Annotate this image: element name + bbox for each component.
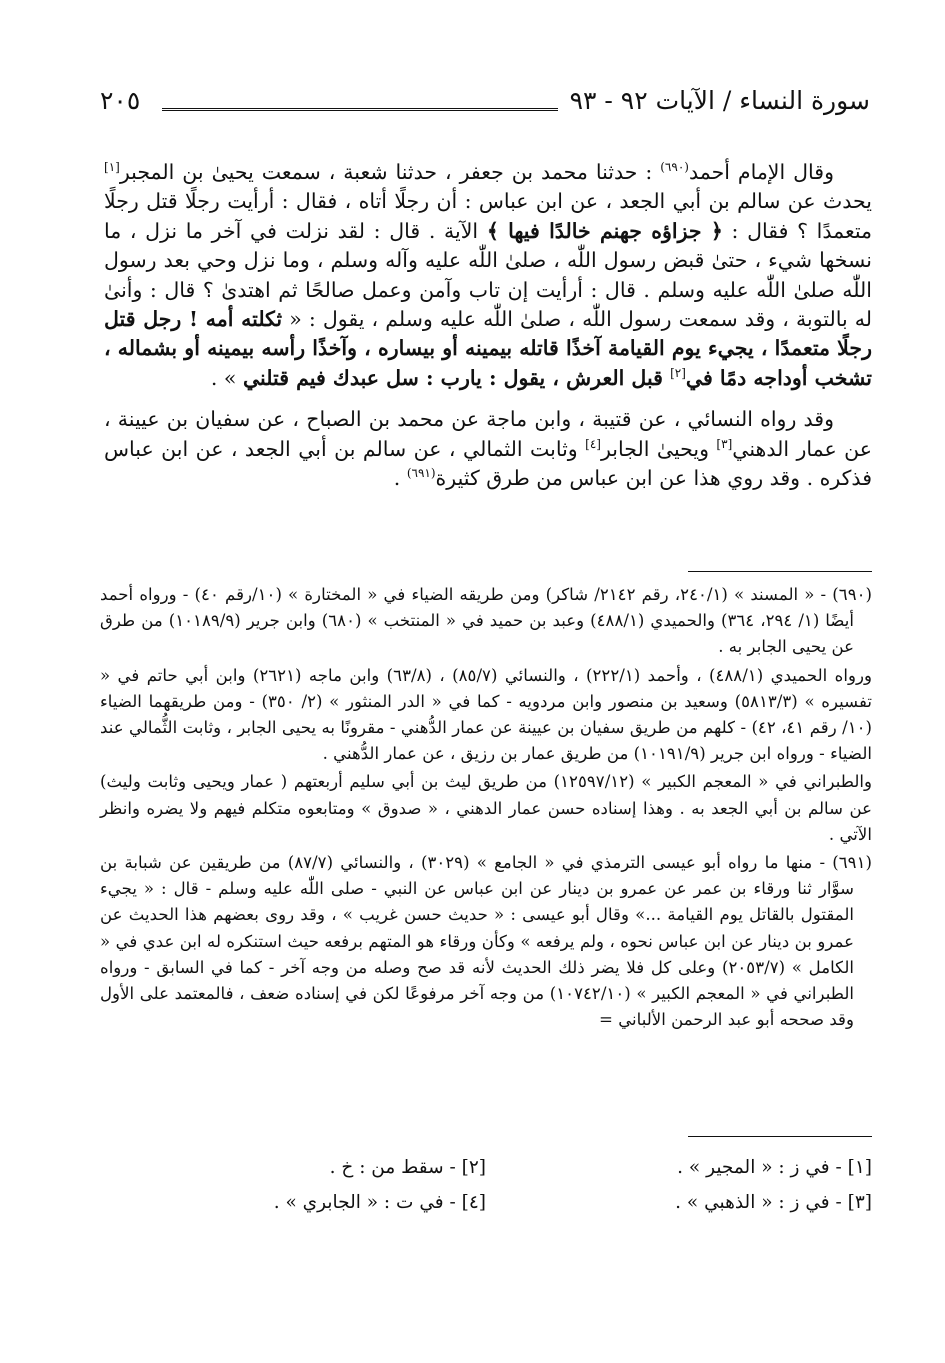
paragraph-gap [104, 393, 872, 405]
variant-2: [٢] - سقط من : خ . [329, 1157, 486, 1178]
footnotes [100, 582, 872, 1035]
variant-ref-3: [٣] [716, 436, 733, 451]
text-span: وقد رواه النسائي ، عن قتيبة ، وابن ماجة عن محمد بن الصباح ، عن سفيان بن عيينة ، عن عمار الدهني [104, 407, 872, 461]
hadith-text-1: ثكلته أمه ! رجل قتل رجلًا متعمدًا ، يجيء يوم القيامة آخذًا قاتله بيمينه أو بيساره ، وآخذًا رأسه بيمينه أو بشماله ، تشخب أوداجه دمًا في [104, 307, 872, 390]
footnote-separator [688, 571, 872, 572]
hadith-text-2: قبل العرش ، يقول : يارب : سل عبدك فيم قتلني [242, 365, 671, 390]
variant-4: [٤] - في ت : « الجابري » . [273, 1192, 486, 1213]
variant-ref-2: [٢] [670, 366, 686, 381]
text-span: الآية . قال : لقد نزلت في آخر ما نزل ، ما نسخها شيء ، حتىٰ قبض رسول اللّٰه ، صلىٰ اللّٰه عليه وآله وسلم ، وما نزل وحي بعد رسول اللّٰه صلىٰ اللّٰه عليه وسلم . قال : أرأيت إن تاب وآمن وعمل صالحًا ثم اهتدىٰ ؟ قال : وأنىٰ له بالتوبة ، وقد سمعت رسول اللّٰه ، صلىٰ اللّٰه عليه وسلم ، يقول : « [104, 218, 872, 332]
header-rule [162, 108, 558, 111]
paragraph-narrations [104, 405, 872, 493]
text-span: : حدثنا محمد بن جعفر ، حدثنا شعبة ، سمعت يحيىٰ بن المجبر [119, 160, 661, 184]
footnote-690-cont-1: ورواه الحميدي (٤٨٨/١) ، وأحمد (٢٢٢/١) ، والنسائي (٨٥/٧) ، (٦٣/٨) وابن ماجه (٢٦٢١) وابن أبي حاتم في « تفسيره » (٥٨١٣/٣) وسعيد بن منصور وابن مردويه - كما في « الدر المنثور » (٢/ ٣٥٠) - ومن طريقهما الضياء (١٠/ رقم ٤١، ٤٢) - كلهم من طريق سفيان بن عيينة عن عمار الدُّهني - مقرونًا به يحيى الجابر ، وثابت الثُّمالي عند الضياء - ورواه ابن جرير (١٠١٩١/٩) من طريق عمار بن رزيق ، عن عمار الدُّهني . [100, 665, 873, 764]
manuscript-variants [100, 1150, 872, 1220]
variant-3: [٣] - في ز : « الذهبي » . [675, 1192, 872, 1213]
footnote-690-cont-2: والطبراني في « المعجم الكبير » (١٢٥٩٧/١٢) من طريق ليث بن أبي سليم أربعتهم ( عمار ويحيى وثابت وليث) عن سالم بن أبي الجعد به . وهذا إسناده حسن عمار الدهني ، « صدوق » ومتابعوه متكلم فيهم ولا يضره وانظر الآتي . [100, 772, 872, 844]
variant-ref-4: [٤] [585, 436, 601, 451]
paragraph-hadith [104, 158, 872, 393]
footnote-ref-690: (٦٩٠) [660, 160, 689, 175]
page-number: ٢٠٥ [100, 86, 141, 115]
quran-verse: ﴿ جزاؤه جهنم خالدًا فيها ﴾ [486, 218, 723, 243]
text-span: يحدث عن سالم بن أبي الجعد ، عن ابن عباس : أن رجلًا أتاه ، فقال : أرأيت رجلًا قتل رجلًا متعمدًا ؟ فقال : [104, 189, 872, 243]
text-span: » . [210, 365, 243, 390]
variants-row [100, 1185, 872, 1220]
text-span: . [393, 466, 407, 491]
text-span: وثابت الثمالي ، عن سالم بن أبي الجعد ، عن ابن عباس فذكره . وقد روي هذا عن ابن عباس من طرق كثيرة [104, 436, 872, 491]
variant-1: [١] - في ز : « المجير » . [677, 1157, 872, 1178]
variant-ref-1: [١] [104, 160, 120, 175]
footnote-691: (٦٩١) - منها ما رواه أبو عيسى الترمذي في « الجامع » (٣٠٢٩) ، والنسائي (٨٧/٧) من طريقين عن شبابة بن سوَّار ثنا ورقاء بن عمر عن عمرو بن دينار عن ابن عباس عن النبي - صلى اللّٰه عليه وسلم - قال : « يجيء المقتول بالقاتل يوم القيامة ...» وقال أبو عيسى : « حديث حسن غريب » ، وقد روى بعضهم هذا الحديث عن عمرو بن دينار عن ابن عباس نحوه ، ولم يرفعه » وكأن ورقاء هو المتهم برفعه حيث استنكره له ابن عدي في « الكامل » (٢٠٥٣/٧) وعلى كل فلا يضر ذلك الحديث لأنه قد صح وصله من وجه آخر - كما في السابق - ورواه الطبراني في « المعجم الكبير » (١٠٧٤٢/١٠) من وجه آخر مرفوعًا لكن في إسناده ضعف ، فالمعتمد على الأول وقد صححه أبو عبد الرحمن الألباني = [100, 853, 872, 1030]
footnote-ref-691: (٦٩١) [406, 466, 436, 481]
variants-separator [688, 1136, 872, 1137]
surah-title: سورة النساء / الآيات ٩٢ - ٩٣ [569, 86, 870, 115]
main-text [104, 158, 872, 493]
text-span: ويحيىٰ الجابر [600, 436, 717, 461]
footnote-690: (٦٩٠) - « المسند » (٢٤٠/١، رقم ٢١٤٢/ شاكر) ومن طريقه الضياء في « المختارة » (١٠/رقم ٤٠) - ورواه أحمد أيضًا (١/ ٢٩٤، ٣٦٤) والحميدي (٤٨٨/١) وعبد بن حميد في « المنتخب » (٦٨٠) وابن جرير (١٠١٨٩/٩) من طرق عن يحيى الجابر به . [100, 585, 873, 657]
variants-row [100, 1150, 872, 1185]
text-span: وقال الإمام أحمد [688, 160, 834, 184]
page-header [100, 86, 870, 126]
